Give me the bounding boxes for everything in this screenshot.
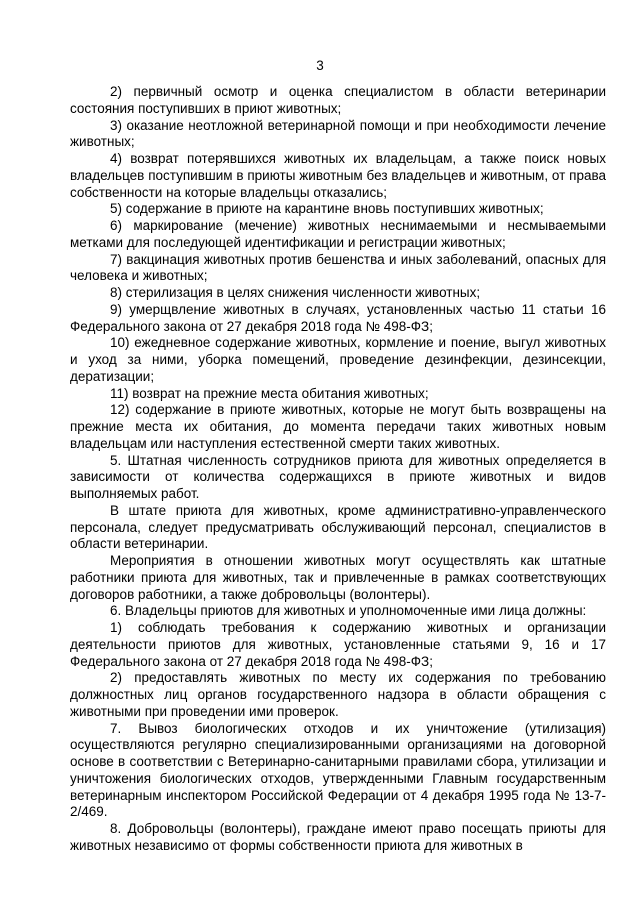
paragraph: 4) возврат потерявшихся животных их владельцам, а также поиск новых владельцев поступившим в приюты животным без владельцев и животным, от права собственности на которые владельцы отказались; (70, 151, 606, 200)
paragraph: 9) умерщвление животных в случаях, установленных частью 11 статьи 16 Федерального закона от 27 декабря 2018 года № 498-ФЗ; (70, 301, 606, 334)
paragraph: 3) оказание неотложной ветеринарной помощи и при необходимости лечение животных; (70, 117, 606, 150)
paragraph: 12) содержание в приюте животных, которые не могут быть возвращены на прежние места их обитания, до момента передачи таких животных новым владельцам или наступления естественной смерти таких животных. (70, 402, 606, 451)
paragraph: 2) предоставлять животных по месту их содержания по требованию должностных лиц органов государственного надзора в области обращения с животными при проведении ими проверок. (70, 670, 606, 719)
paragraph: В штате приюта для животных, кроме административно-управленческого персонала, следует предусматривать обслуживающий персонал, специалистов в области ветеринарии. (70, 502, 606, 552)
paragraph: 8) стерилизация в целях снижения численности животных; (110, 285, 481, 300)
paragraph: 8. Добровольцы (волонтеры), граждане имеют право посещать приюты для животных независимо от формы собственности приюта для животных в (70, 821, 606, 853)
paragraph: 11) возврат на прежние места обитания животных; (110, 385, 429, 401)
paragraph: 5) содержание в приюте на карантине вновь поступивших животных; (110, 201, 544, 217)
document-body (70, 84, 606, 855)
paragraph: 6) маркирование (мечение) животных неснимаемыми и несмываемыми метками для последующей идентификации и регистрации животных; (70, 218, 606, 250)
paragraph: 5. Штатная численность сотрудников приюта для животных определяется в зависимости от количества содержащихся в приюте животных и видов выполняемых работ. (70, 452, 606, 501)
paragraph: 6. Владельцы приютов для животных и уполномоченные ими лица должны: (110, 603, 587, 619)
paragraph: 7) вакцинация животных против бешенства и иных заболеваний, опасных для человека и животных; (70, 251, 606, 284)
paragraph: 10) ежедневное содержание животных, кормление и поение, выгул животных и уход за ними, уборка помещений, проведение дезинфекции, дезинсекции, дератизации; (70, 335, 606, 384)
page-number: 3 (316, 58, 324, 73)
paragraph: 7. Вывоз биологических отходов и их уничтожение (утилизация) осуществляются регулярно специализированными организациями на договорной основе в соответствии с Ветеринарно-санитарными правилами сбора, утилизации и уничтожения биологических отходов, утвержденными Главным государственным ветеринарным инспектором Российской Федерации от 4 декабря 1995 года № 13-7-2/469. (70, 720, 606, 820)
paragraph: Мероприятия в отношении животных могут осуществлять как штатные работники приюта для животных, так и привлеченные в рамках соответствующих договоров работники, а также добровольцы (волонтеры). (70, 553, 606, 602)
paragraph: 1) соблюдать требования к содержанию животных и организации деятельности приютов для животных, установленные статьями 9, 16 и 17 Федерального закона от 27 декабря 2018 года № 498-ФЗ; (70, 620, 606, 669)
paragraph: 2) первичный осмотр и оценка специалистом в области ветеринарии состояния поступивших в приют животных; (70, 84, 606, 116)
